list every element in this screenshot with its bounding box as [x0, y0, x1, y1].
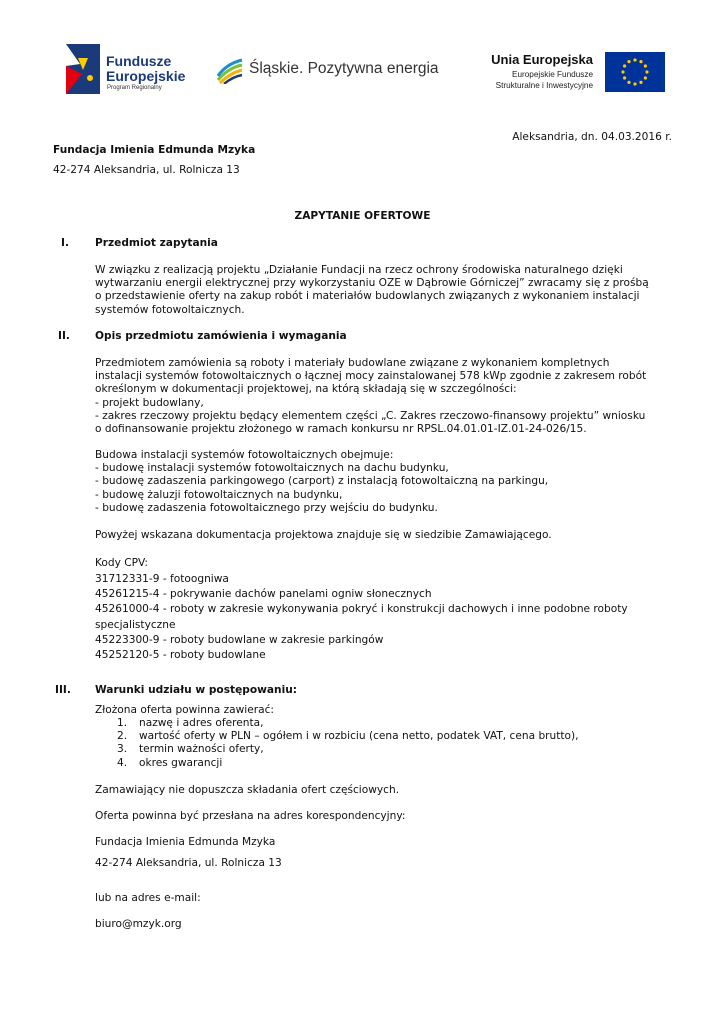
offer-requirements-list: [117, 717, 579, 770]
s1-line: systemów fotowoltaicznych.: [95, 303, 245, 316]
section-1-title: Przedmiot zapytania: [95, 237, 218, 249]
s2-line: - projekt budowlany,: [95, 396, 204, 409]
document-title: ZAPYTANIE OFERTOWE: [294, 210, 431, 222]
eu-line1: Unia Europejska: [491, 52, 593, 67]
eu-star: [639, 81, 642, 84]
list-item-number: 4.: [117, 756, 128, 769]
fundusze-europejskie-logo: [66, 44, 206, 96]
fe-line2: Europejskie: [106, 68, 186, 84]
s1-line: wytwarzaniu energii elektrycznej przy wykorzystaniu OZE w Dąbrowie Górniczej” zwracamy się z prośbą: [95, 277, 649, 290]
s2-line: instalacji systemów fotowoltaicznych o łącznej mocy zainstalowanej 578 kWp zgodnie z zakresem robót: [95, 370, 647, 383]
list-item-text: okres gwarancji: [139, 756, 223, 769]
s2-line: - budowę zadaszenia parkingowego (carport) z instalacją fotowoltaiczną na parkingu,: [95, 475, 549, 488]
cpv-item: 45261000-4 - roboty w zakresie wykonywania pokryć i konstrukcji dachowych i inne podobne roboty: [95, 603, 628, 616]
list-item: [117, 730, 579, 743]
section-1-paragraph: [95, 264, 672, 317]
section-2-title: Opis przedmiotu zamówienia i wymagania: [95, 330, 347, 342]
correspondence-address: 42-274 Aleksandria, ul. Rolnicza 13: [95, 857, 282, 869]
section-2-paragraph-1: [95, 357, 672, 436]
fe-line3: Program Regionalny: [107, 85, 162, 91]
fundusze-europejskie-mark-icon: [66, 44, 100, 94]
s2-line: o dofinansowanie projektu złożonego w ramach konkursu nr RPSL.04.01.01-IZ.01-24-026/15.: [95, 423, 587, 436]
s2-line: - zakres rzeczowy projektu będący elementem części „C. Zakres rzeczowo-finansowy projektu” wniosku: [95, 409, 646, 422]
cpv-list: [95, 572, 672, 663]
list-item-text: nazwę i adres oferenta,: [139, 717, 264, 729]
eu-star: [621, 70, 624, 73]
s2-line: - budowę zadaszenia fotowoltaicznego przy wejściu do budynku.: [95, 501, 438, 514]
eu-line3: Strukturalne i Inwestycyjne: [495, 81, 593, 90]
eu-star: [623, 64, 626, 67]
list-item-text: termin ważności oferty,: [139, 743, 264, 756]
list-item: [117, 757, 579, 770]
send-to-label: Oferta powinna być przesłana na adres korespondencyjny:: [95, 810, 406, 822]
list-item: [117, 717, 579, 730]
list-item-text: wartość oferty w PLN – ogółem i w rozbiciu (cena netto, podatek VAT, cena brutto),: [139, 730, 579, 743]
section-3-number: III.: [55, 684, 71, 696]
s1-line: W związku z realizacją projektu „Działanie Fundacji na rzecz ochrony środowiska naturalnego dzięki: [95, 264, 623, 276]
list-item-number: 1.: [117, 717, 128, 729]
cpv-item: 45252120-5 - roboty budowlane: [95, 649, 266, 662]
s2-line: określonym w dokumentacji projektowej, na którą składają się w szczególności:: [95, 383, 517, 396]
eu-flag-icon: [605, 52, 665, 92]
eu-star: [627, 81, 630, 84]
eu-star: [644, 64, 647, 67]
cpv-item: 45223300-9 - roboty budowlane w zakresie parkingów: [95, 633, 384, 646]
list-item-number: 2.: [117, 730, 128, 743]
logo-bar: [60, 40, 670, 100]
section-2-paragraph-2: [95, 449, 672, 515]
org-name: Fundacja Imienia Edmunda Mzyka: [53, 144, 256, 156]
eu-star: [644, 76, 647, 79]
partial-offers-note: Zamawiający nie dopuszcza składania ofert częściowych.: [95, 784, 400, 796]
cpv-item: 45261215-4 - pokrywanie dachów panelami ogniw słonecznych: [95, 588, 432, 601]
unia-europejska-logo: [480, 48, 665, 98]
email-label: lub na adres e-mail:: [95, 892, 201, 904]
s1-line: o przedstawienie oferty na zakup robót i materiałów budowlanych związanych z wykonaniem instalacji: [95, 290, 640, 303]
section-1-number: I.: [61, 237, 69, 249]
eu-star: [633, 58, 636, 61]
fe-line1: Fundusze: [106, 53, 172, 69]
eu-star: [639, 60, 642, 63]
offer-intro: Złożona oferta powinna zawierać:: [95, 704, 274, 716]
date-line: Aleksandria, dn. 04.03.2016 r.: [512, 131, 672, 143]
org-address: 42-274 Aleksandria, ul. Rolnicza 13: [53, 164, 240, 176]
section-2-paragraph-3: Powyżej wskazana dokumentacja projektowa znajduje się w siedzibie Zamawiającego.: [95, 529, 552, 541]
slaskie-text: Śląskie. Pozytywna energia: [249, 60, 439, 77]
eu-star: [627, 60, 630, 63]
eu-star: [633, 82, 636, 85]
correspondence-name: Fundacja Imienia Edmunda Mzyka: [95, 836, 276, 848]
slaskie-logo: [216, 56, 456, 86]
cpv-item: 31712331-9 - fotoogniwa: [95, 573, 229, 585]
eu-star: [645, 70, 648, 73]
section-3-title: Warunki udziału w postępowaniu:: [95, 684, 298, 696]
s2-line: Przedmiotem zamówienia są roboty i materiały budowlane związane z wykonaniem kompletnych: [95, 357, 610, 369]
eu-line2: Europejskie Fundusze: [511, 70, 593, 79]
section-2-number: II.: [58, 330, 70, 342]
s2-line: - budowę żaluzji fotowoltaicznych na budynku,: [95, 488, 343, 501]
eu-star: [623, 76, 626, 79]
cpv-item: specjalistyczne: [95, 618, 176, 631]
list-item-number: 3.: [117, 743, 128, 756]
list-item: [117, 743, 579, 756]
slaskie-waves-icon: [216, 56, 244, 84]
s2-line: Budowa instalacji systemów fotowoltaicznych obejmuje:: [95, 449, 394, 461]
cpv-label: Kody CPV:: [95, 557, 148, 569]
email-address[interactable]: biuro@mzyk.org: [95, 918, 182, 930]
s2-line: - budowę instalacji systemów fotowoltaicznych na dachu budynku,: [95, 462, 449, 475]
